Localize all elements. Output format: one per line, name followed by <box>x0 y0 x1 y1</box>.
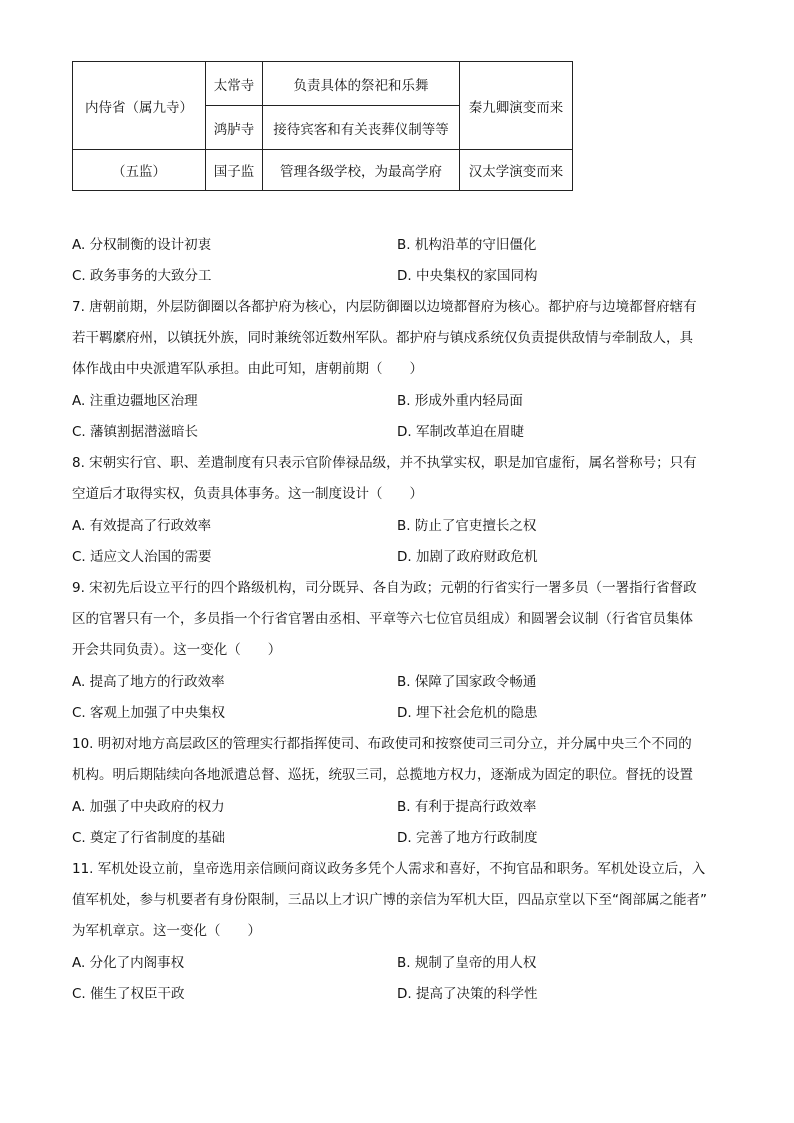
q11-option-b: B. 规制了皇帝的用人权 <box>397 955 537 971</box>
table-cell: 国子监 <box>206 150 263 191</box>
q9-option-d: D. 埋下社会危机的隐患 <box>397 705 538 721</box>
table-cell: 汉太学演变而来 <box>460 150 573 191</box>
q10-option-c: C. 奠定了行省制度的基础 <box>72 830 226 846</box>
q9-stem-line: 9. 宋初先后设立平行的四个路级机构，司分既异、各自为政；元朝的行省实行一署多员（一署指行省督政 <box>72 580 697 596</box>
q7-stem-line: 7. 唐朝前期，外层防御圈以各都护府为核心，内层防御圈以边境都督府为核心。都护府与边境都督府辖有 <box>72 299 697 315</box>
q11-stem-line: 11. 军机处设立前，皇帝选用亲信顾问商议政务多凭个人需求和喜好，不拘官品和职务。军机处设立后，入 <box>72 861 706 877</box>
q7-option-d: D. 军制改革迫在眉睫 <box>397 424 524 440</box>
q7-stem-line: 若干羁縻府州，以镇抚外族，同时兼统邻近数州军队。都护府与镇戍系统仅负责提供敌情与牵制敌人，具 <box>72 330 693 346</box>
q9-stem-line: 开会共同负责）。这一变化（ ） <box>72 642 282 658</box>
institution-table <box>72 61 573 191</box>
q9-option-c: C. 客观上加强了中央集权 <box>72 705 226 721</box>
table-cell: 内侍省（属九寺） <box>73 62 206 150</box>
q10-option-b: B. 有利于提高行政效率 <box>397 799 537 815</box>
table-cell: 秦九卿演变而来 <box>460 62 573 150</box>
q6-option-b: B. 机构沿革的守旧僵化 <box>397 237 537 253</box>
q6-option-d: D. 中央集权的家国同构 <box>397 268 538 284</box>
q8-stem-line: 空道后才取得实权，负责具体事务。这一制度设计（ ） <box>72 486 423 502</box>
q10-option-d: D. 完善了地方行政制度 <box>397 830 538 846</box>
q10-stem-line: 10. 明初对地方高层政区的管理实行都指挥使司、布政使司和按察使司三司分立，并分属中央三个不同的 <box>72 736 692 752</box>
table-cell: （五监） <box>73 150 206 191</box>
table-cell: 太常寺 <box>206 62 263 106</box>
q11-option-c: C. 催生了权臣干政 <box>72 986 185 1002</box>
q6-option-c: C. 政务事务的大致分工 <box>72 268 212 284</box>
q8-option-c: C. 适应文人治国的需要 <box>72 549 212 565</box>
table-cell: 鸿胪寺 <box>206 106 263 150</box>
q8-option-d: D. 加剧了政府财政危机 <box>397 549 538 565</box>
q11-option-d: D. 提高了决策的科学性 <box>397 986 538 1002</box>
q7-option-c: C. 藩镇割据潜滋暗长 <box>72 424 199 440</box>
q11-option-a: A. 分化了内阁事权 <box>72 955 185 971</box>
table-cell: 接待宾客和有关丧葬仪制等等 <box>263 106 460 150</box>
q11-stem-line: 为军机章京。这一变化（ ） <box>72 923 261 939</box>
q9-option-b: B. 保障了国家政令畅通 <box>397 674 537 690</box>
table-cell: 管理各级学校，为最高学府 <box>263 150 460 191</box>
q7-option-a: A. 注重边疆地区治理 <box>72 393 198 409</box>
q9-option-a: A. 提高了地方的行政效率 <box>72 674 225 690</box>
table-cell: 负责具体的祭祀和乐舞 <box>263 62 460 106</box>
q8-stem-line: 8. 宋朝实行官、职、差遣制度有只表示官阶俸禄品级，并不执掌实权，职是加官虚衔，属名誉称号；只有 <box>72 455 697 471</box>
q6-option-a: A. 分权制衡的设计初衷 <box>72 237 212 253</box>
q7-option-b: B. 形成外重内轻局面 <box>397 393 523 409</box>
q8-option-a: A. 有效提高了行政效率 <box>72 518 212 534</box>
q10-stem-line: 机构。明后期陆续向各地派遣总督、巡抚，统驭三司，总揽地方权力，逐渐成为固定的职位。督抚的设置 <box>72 767 693 783</box>
q11-stem-line: 值军机处，参与机要者有身份限制，三品以上才识广博的亲信为军机大臣，四品京堂以下至“阁部属之能者” <box>72 892 707 908</box>
q9-stem-line: 区的官署只有一个，多员指一个行省官署由丞相、平章等六七位官员组成）和圆署会议制（行省官员集体 <box>72 611 693 627</box>
q8-option-b: B. 防止了官吏擅长之权 <box>397 518 537 534</box>
q7-stem-line: 体作战由中央派遣军队承担。由此可知，唐朝前期（ ） <box>72 361 423 377</box>
q10-option-a: A. 加强了中央政府的权力 <box>72 799 225 815</box>
